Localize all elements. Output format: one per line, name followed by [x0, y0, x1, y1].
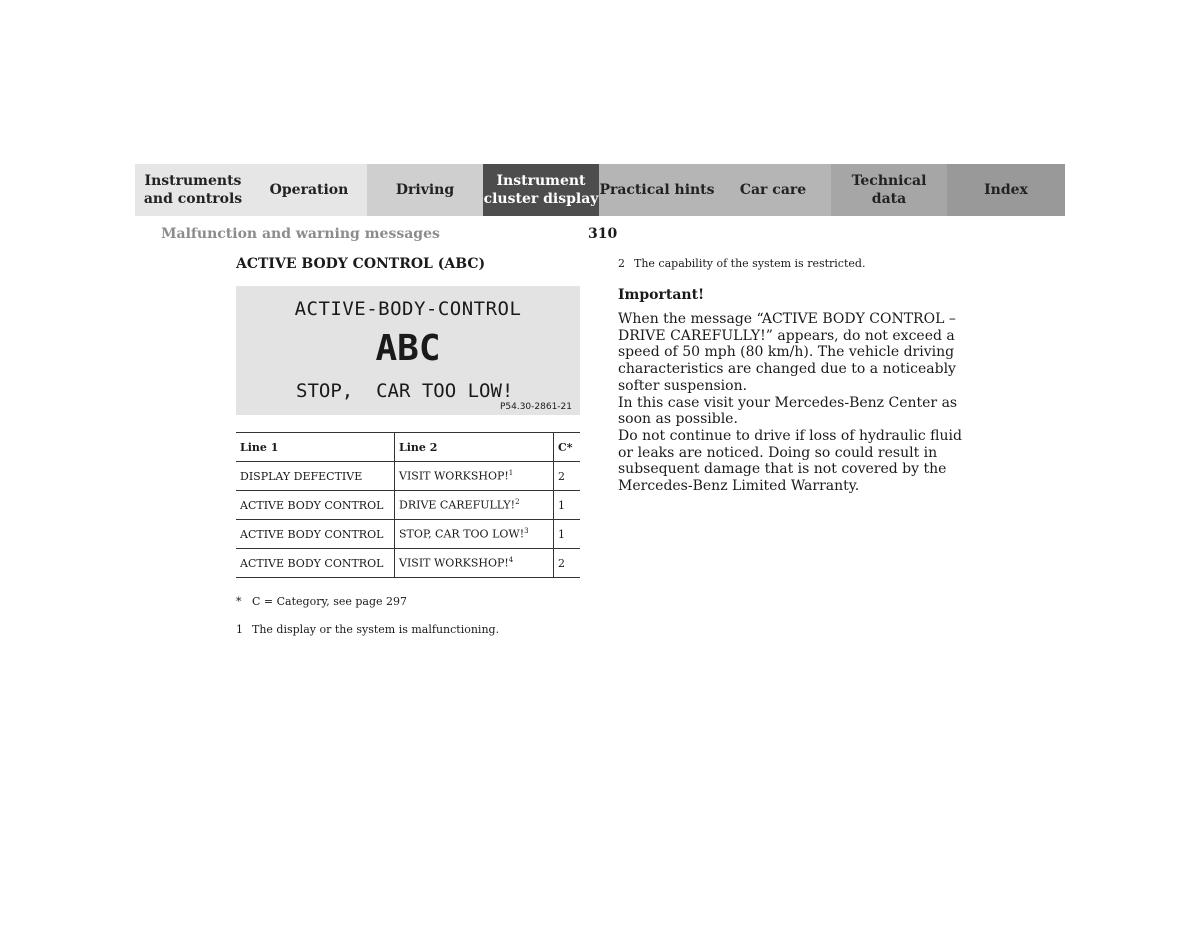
cell-line2	[395, 462, 554, 491]
chapter-tabs	[135, 164, 1065, 216]
tab-driving[interactable]: Driving	[367, 164, 483, 216]
tab-instruments-and-controls[interactable]: Instruments and controls	[135, 164, 251, 216]
col-header-line1: Line 1	[236, 433, 395, 462]
important-paragraph: When the message “ACTIVE BODY CONTROL – DRIVE CAREFULLY!” appears, do not exceed a speed of 50 mph (80 km/h). The vehicle driving characteristics are changed due to a noticeably softer suspension.	[618, 311, 956, 394]
cell-category: 2	[554, 549, 581, 578]
table-row	[236, 491, 580, 520]
abc-heading: ACTIVE BODY CONTROL (ABC)	[236, 256, 486, 272]
cell-line2	[395, 491, 554, 520]
table-row	[236, 549, 580, 578]
footnote-2-mark: 2	[618, 257, 625, 270]
message-table	[236, 432, 580, 578]
footnote-ref: 2	[515, 498, 520, 507]
table-header-row	[236, 433, 580, 462]
footnote-1-mark: 1	[236, 623, 243, 636]
tab-technical-data[interactable]: Technical data	[831, 164, 947, 216]
display-illustration	[236, 286, 580, 415]
tab-car-care[interactable]: Car care	[715, 164, 831, 216]
important-paragraph: Do not continue to drive if loss of hydraulic fluid or leaks are noticed. Doing so could result in subsequent damage that is not covered by the Mercedes-Benz Limited Warranty.	[618, 427, 962, 495]
cell-line2	[395, 520, 554, 549]
cell-category: 1	[554, 520, 581, 549]
cell-category: 1	[554, 491, 581, 520]
tab-operation[interactable]: Operation	[251, 164, 367, 216]
illustration-code: P54.30-2861-21	[499, 402, 572, 412]
line2-text: VISIT WORKSHOP!	[399, 469, 509, 483]
footnote-2	[618, 257, 978, 270]
footnote-1	[236, 623, 499, 636]
display-line-2: ABC	[375, 328, 441, 369]
tab-index[interactable]: Index	[947, 164, 1065, 216]
cell-line1: DISPLAY DEFECTIVE	[236, 462, 395, 491]
footnote-ref: 4	[508, 556, 514, 565]
asterisk-mark: *	[236, 595, 242, 608]
display-line-1: ACTIVE-BODY-CONTROL	[294, 298, 522, 320]
category-note-text: C = Category, see page 297	[252, 595, 408, 608]
col-header-category: C*	[554, 433, 581, 462]
footnote-ref: 3	[524, 527, 529, 536]
cell-line1: ACTIVE BODY CONTROL	[236, 520, 395, 549]
table-row	[236, 520, 580, 549]
cell-line1: ACTIVE BODY CONTROL	[236, 491, 395, 520]
page-number: 310	[588, 226, 618, 242]
important-heading: Important!	[618, 287, 705, 303]
col-header-line2: Line 2	[395, 433, 554, 462]
footnote-2-text: The capability of the system is restricted.	[634, 257, 866, 270]
footnote-1-text: The display or the system is malfunctioning.	[252, 623, 500, 636]
cell-line1: ACTIVE BODY CONTROL	[236, 549, 395, 578]
important-paragraph: In this case visit your Mercedes-Benz Center as soon as possible.	[618, 394, 958, 428]
footnote-ref: 1	[508, 469, 514, 478]
tab-instrument-cluster-display[interactable]: Instrument cluster display	[483, 164, 599, 216]
category-note	[236, 595, 407, 608]
cell-line2	[395, 549, 554, 578]
tab-practical-hints[interactable]: Practical hints	[599, 164, 715, 216]
display-line-3: STOP, CAR TOO LOW!	[296, 380, 514, 402]
line2-text: DRIVE CAREFULLY!	[399, 498, 516, 512]
line2-text: STOP, CAR TOO LOW!	[399, 527, 525, 541]
line2-text: VISIT WORKSHOP!	[399, 556, 509, 570]
table-row	[236, 462, 580, 491]
cell-category: 2	[554, 462, 581, 491]
important-body	[618, 311, 978, 495]
section-title: Malfunction and warning messages	[161, 226, 440, 242]
